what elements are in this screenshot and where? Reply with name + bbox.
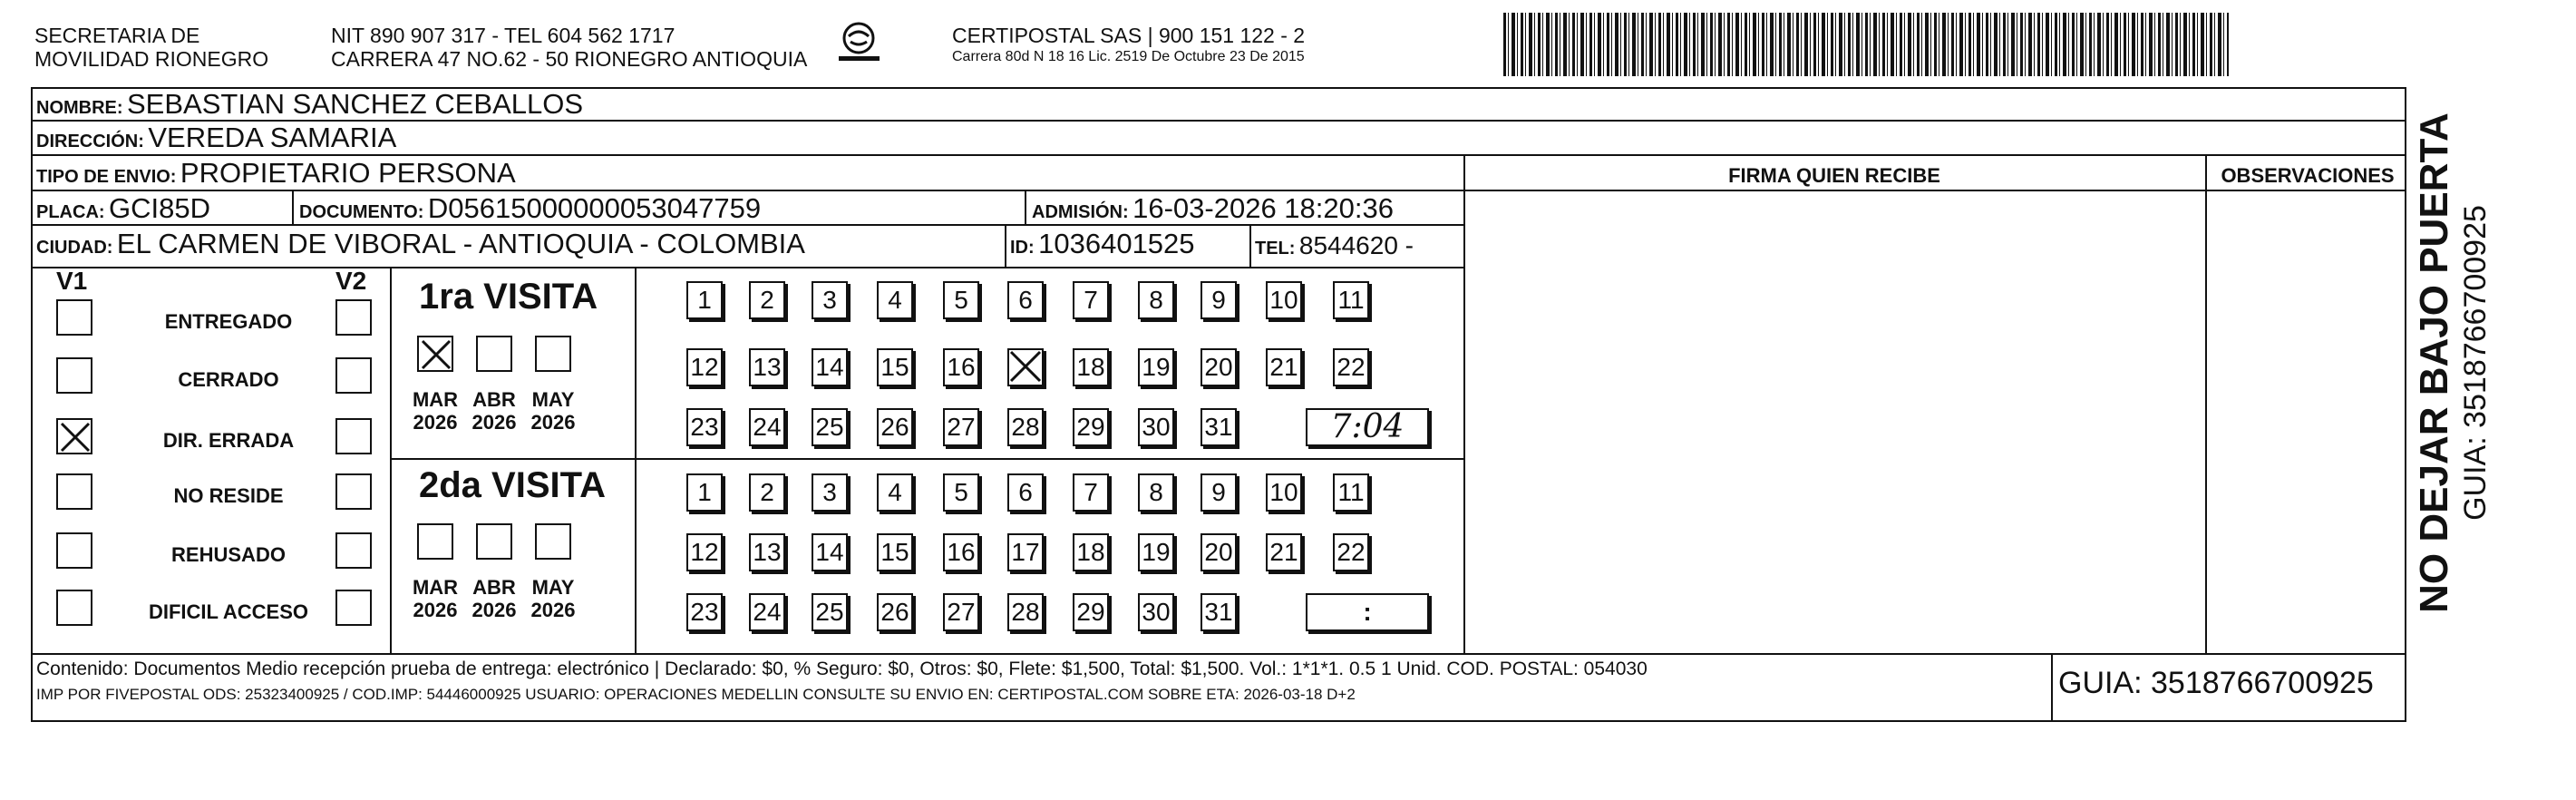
- row-divider: [31, 267, 1463, 268]
- v2-checkbox[interactable]: [335, 418, 372, 454]
- status-label: DIR. ERRADA: [162, 429, 295, 452]
- v1-checkbox[interactable]: [56, 532, 92, 569]
- v2-checkbox[interactable]: [335, 473, 372, 510]
- status-label: NO RESIDE: [173, 484, 284, 507]
- day-box[interactable]: 3: [812, 281, 848, 319]
- day-box[interactable]: 7: [1073, 473, 1109, 512]
- first-visit-time[interactable]: 7:04: [1306, 408, 1429, 446]
- v1-checkbox[interactable]: [56, 590, 92, 626]
- month-label: [526, 576, 580, 621]
- day-box[interactable]: 21: [1266, 533, 1302, 571]
- second-visit-time[interactable]: :: [1306, 593, 1429, 631]
- month-label: [467, 576, 521, 621]
- observaciones-header: OBSERVACIONES: [2221, 164, 2395, 187]
- status-label: DIFICIL ACCESO: [148, 600, 308, 623]
- day-box[interactable]: 10: [1266, 281, 1302, 319]
- day-box[interactable]: 28: [1007, 593, 1044, 631]
- placa-label: PLACA:: [36, 202, 105, 222]
- month-label: [526, 388, 580, 434]
- v1-checkbox[interactable]: [56, 299, 92, 336]
- day-box[interactable]: 20: [1201, 348, 1237, 386]
- day-box[interactable]: 4: [877, 281, 913, 319]
- day-box[interactable]: 18: [1073, 533, 1109, 571]
- v1-checkbox[interactable]: [56, 357, 92, 394]
- day-box[interactable]: 19: [1138, 533, 1174, 571]
- day-box[interactable]: 2: [749, 473, 785, 512]
- day-box[interactable]: 9: [1201, 473, 1237, 512]
- admision-value: 16-03-2026 18:20:36: [1132, 192, 1394, 224]
- day-box[interactable]: 5: [943, 473, 979, 512]
- day-box[interactable]: 1: [686, 281, 723, 319]
- month-name: MAR: [412, 388, 459, 411]
- documento-label: DOCUMENTO:: [299, 202, 424, 222]
- day-box[interactable]: 11: [1333, 281, 1369, 319]
- org-line-1: SECRETARIA DE: [34, 24, 200, 47]
- carrier-info: [952, 24, 1305, 67]
- firma-header: FIRMA QUIEN RECIBE: [1728, 164, 1940, 187]
- tipo-row: [36, 157, 516, 190]
- observaciones-column-border: [2205, 154, 2207, 653]
- v2-label: V2: [335, 267, 367, 295]
- status-label: CERRADO: [178, 368, 279, 391]
- day-box[interactable]: 30: [1138, 408, 1174, 446]
- day-box[interactable]: 23: [686, 408, 723, 446]
- org-name: [34, 24, 268, 71]
- month-checkbox[interactable]: [476, 523, 512, 560]
- visit-divider: [390, 458, 1463, 460]
- day-box[interactable]: 14: [812, 348, 848, 386]
- cell-divider: [1025, 190, 1026, 224]
- month-year: 2026: [471, 599, 517, 621]
- org-nit: NIT 890 907 317 - TEL 604 562 1717: [331, 24, 676, 47]
- month-checkbox[interactable]: [417, 523, 453, 560]
- nombre-value: SEBASTIAN SANCHEZ CEBALLOS: [127, 88, 584, 120]
- day-box[interactable]: 4: [877, 473, 913, 512]
- org-address: CARRERA 47 NO.62 - 50 RIONEGRO ANTIOQUIA: [331, 47, 808, 71]
- footer-guia: GUIA: 3518766700925: [2058, 666, 2374, 700]
- month-year: 2026: [471, 411, 517, 434]
- month-name: ABR: [472, 576, 516, 599]
- day-box[interactable]: 19: [1138, 348, 1174, 386]
- day-box[interactable]: 24: [749, 408, 785, 446]
- v2-checkbox[interactable]: [335, 357, 372, 394]
- day-box[interactable]: 24: [749, 593, 785, 631]
- v2-checkbox[interactable]: [335, 299, 372, 336]
- row-divider: [31, 653, 2406, 655]
- day-box[interactable]: 30: [1138, 593, 1174, 631]
- admision-row: [1032, 192, 1394, 225]
- day-box[interactable]: 25: [812, 408, 848, 446]
- day-box[interactable]: 17: [1007, 533, 1044, 571]
- day-box[interactable]: 15: [877, 348, 913, 386]
- day-box[interactable]: 3: [812, 473, 848, 512]
- day-box[interactable]: 28: [1007, 408, 1044, 446]
- day-box[interactable]: 2: [749, 281, 785, 319]
- status-label: REHUSADO: [171, 543, 286, 566]
- tel-value: 8544620 -: [1298, 231, 1414, 259]
- month-day-divider: [635, 267, 637, 653]
- footer-imp: IMP POR FIVEPOSTAL ODS: 25323400925 / COD.IMP: 54446000925 USUARIO: OPERACIONES MEDELLIN CONSULTE SU ENVIO EN: CERTIPOSTAL.COM SOBRE ETA: 2026-03-18 D+2: [36, 686, 1356, 703]
- day-box[interactable]: 8: [1138, 281, 1174, 319]
- day-box[interactable]: 21: [1266, 348, 1302, 386]
- nombre-label: NOMBRE:: [36, 98, 123, 118]
- day-box[interactable]: 9: [1201, 281, 1237, 319]
- documento-row: [299, 192, 761, 225]
- day-box[interactable]: 20: [1201, 533, 1237, 571]
- v1-checkbox[interactable]: [56, 418, 92, 454]
- month-name: MAY: [531, 576, 575, 599]
- day-box[interactable]: 13: [749, 533, 785, 571]
- month-checkbox[interactable]: [476, 336, 512, 372]
- tipo-value: PROPIETARIO PERSONA: [180, 157, 516, 189]
- month-name: MAY: [531, 388, 575, 411]
- month-checkbox[interactable]: [417, 336, 453, 372]
- column-header-divider: [1463, 190, 2406, 191]
- tel-label: TEL:: [1255, 239, 1296, 259]
- day-box[interactable]: 7: [1073, 281, 1109, 319]
- day-box[interactable]: 31: [1201, 593, 1237, 631]
- documento-value: D05615000000053047759: [427, 192, 762, 224]
- side-text: [2412, 91, 2575, 635]
- id-value: 1036401525: [1038, 228, 1195, 259]
- v1-label: V1: [56, 267, 88, 295]
- side-guia: GUIA: 3518766700925: [2458, 205, 2493, 521]
- day-box[interactable]: 16: [943, 348, 979, 386]
- day-box[interactable]: 22: [1333, 533, 1369, 571]
- month-label: [408, 388, 462, 434]
- tipo-label: TIPO DE ENVIO:: [36, 167, 177, 187]
- day-checked-mark: [1007, 348, 1044, 386]
- day-box[interactable]: 1: [686, 473, 723, 512]
- month-name: MAR: [412, 576, 459, 599]
- tel-row: [1255, 231, 1414, 260]
- month-name: ABR: [472, 388, 516, 411]
- direccion-row: [36, 122, 396, 154]
- day-box[interactable]: 25: [812, 593, 848, 631]
- cell-divider: [292, 190, 294, 224]
- certipostal-logo-icon: [834, 20, 884, 65]
- day-box[interactable]: 12: [686, 533, 723, 571]
- footer-contenido: Contenido: Documentos Medio recepción prueba de entrega: electrónico | Declarado: $0, % Seguro: $0, Otros: $0, Flete: $1,500, Total: $1,500. Vol.: 1*1*1. 0.5 1 Unid. COD. POSTAL: 054030: [36, 659, 1648, 679]
- day-box[interactable]: 22: [1333, 348, 1369, 386]
- day-box[interactable]: 13: [749, 348, 785, 386]
- day-box[interactable]: 11: [1333, 473, 1369, 512]
- id-row: [1010, 228, 1195, 260]
- id-label: ID:: [1010, 238, 1035, 258]
- day-box[interactable]: 18: [1073, 348, 1109, 386]
- cell-divider: [1249, 224, 1251, 267]
- firma-column-border: [1463, 154, 1465, 653]
- month-checkbox[interactable]: [535, 523, 571, 560]
- day-box[interactable]: 26: [877, 408, 913, 446]
- day-box[interactable]: 12: [686, 348, 723, 386]
- day-box[interactable]: 26: [877, 593, 913, 631]
- month-year: 2026: [530, 599, 576, 621]
- month-label: [408, 576, 462, 621]
- month-year: 2026: [413, 411, 458, 434]
- day-box[interactable]: 16: [943, 533, 979, 571]
- org-contact: [331, 24, 807, 71]
- day-box[interactable]: 5: [943, 281, 979, 319]
- day-box[interactable]: 29: [1073, 408, 1109, 446]
- carrier-line-1: CERTIPOSTAL SAS | 900 151 122 - 2: [952, 24, 1306, 47]
- admision-label: ADMISIÓN:: [1032, 202, 1129, 222]
- day-box[interactable]: 6: [1007, 281, 1044, 319]
- month-year: 2026: [530, 411, 576, 434]
- ciudad-value: EL CARMEN DE VIBORAL - ANTIOQUIA - COLOMBIA: [116, 228, 805, 259]
- v2-checkbox[interactable]: [335, 532, 372, 569]
- day-box[interactable]: 6: [1007, 473, 1044, 512]
- org-line-2: MOVILIDAD RIONEGRO: [34, 47, 269, 71]
- day-box[interactable]: 29: [1073, 593, 1109, 631]
- cell-divider: [1005, 224, 1006, 267]
- month-label: [467, 388, 521, 434]
- barcode: [1503, 13, 2229, 76]
- row-divider: [31, 190, 1463, 191]
- day-box[interactable]: 10: [1266, 473, 1302, 512]
- first-visit-title: 1ra VISITA: [419, 277, 598, 317]
- status-label: ENTREGADO: [164, 310, 293, 333]
- month-checkbox[interactable]: [535, 336, 571, 372]
- second-visit-title: 2da VISITA: [419, 465, 606, 505]
- carrier-line-2: Carrera 80d N 18 16 Lic. 2519 De Octubre 23 De 2015: [952, 49, 1305, 64]
- day-box[interactable]: 15: [877, 533, 913, 571]
- day-box[interactable]: 14: [812, 533, 848, 571]
- day-box[interactable]: 27: [943, 408, 979, 446]
- no-dejar-bajo-puerta: NO DEJAR BAJO PUERTA: [2412, 112, 2456, 613]
- v1-checkbox[interactable]: [56, 473, 92, 510]
- direccion-label: DIRECCIÓN:: [36, 132, 144, 151]
- v2-checkbox[interactable]: [335, 590, 372, 626]
- status-visit-divider: [390, 267, 392, 653]
- month-year: 2026: [413, 599, 458, 621]
- day-box[interactable]: 27: [943, 593, 979, 631]
- ciudad-label: CIUDAD:: [36, 238, 113, 258]
- direccion-value: VEREDA SAMARIA: [148, 122, 397, 153]
- placa-row: [36, 192, 210, 225]
- day-box[interactable]: 23: [686, 593, 723, 631]
- day-box[interactable]: 31: [1201, 408, 1237, 446]
- row-divider: [31, 154, 2406, 156]
- nombre-row: [36, 88, 583, 121]
- day-box[interactable]: 8: [1138, 473, 1174, 512]
- ciudad-row: [36, 228, 805, 260]
- placa-value: GCI85D: [109, 192, 210, 224]
- footer-divider: [2051, 653, 2053, 722]
